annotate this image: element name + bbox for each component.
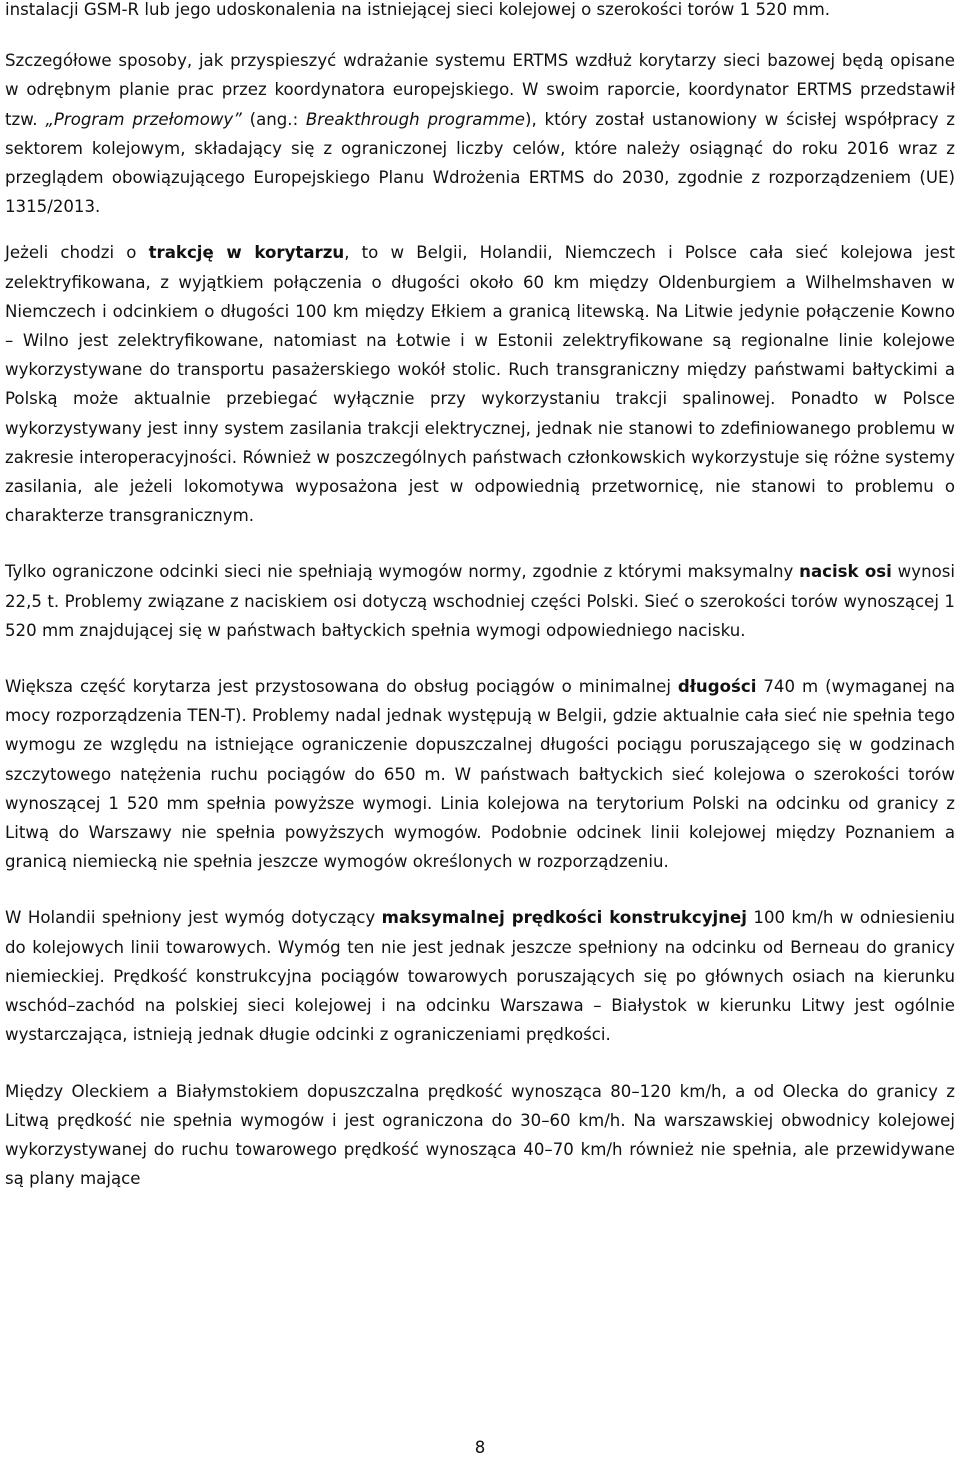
paragraph-p1 <box>5 0 955 24</box>
text-run: „Program przełomowy” <box>45 109 242 129</box>
text-run: długości <box>677 677 757 697</box>
text-run: Między Oleckiem a Białymstokiem dopuszczalna prędkość wynosząca 80–120 km/h, a od Olecka do granicy z Litwą prędkość nie spełnia wymogów i jest ograniczona do 30–60 km/h. Na warszawskiej obwodnicy kolejowej wykorzystywanej do ruchu towarowego prędkość wynosząca 40–70 km/h również nie spełnia, ale przewidywane są plany mające <box>5 1081 955 1189</box>
text-run: (ang.: <box>241 109 306 129</box>
paragraph-p7 <box>5 1077 955 1194</box>
text-run: Jeżeli chodzi o <box>5 243 149 263</box>
paragraph-p6 <box>5 903 955 1049</box>
text-run: , to w Belgii, Holandii, Niemczech i Polsce cała sieć kolejowa jest zelektryfikowana, z wyjątkiem połączenia o długości około 60 km między Oldenburgiem a Wilhelmshaven w Niemczech i odcinkiem o długości 100 km między Ełkiem a granicą litewską. Na Litwie jedynie połączenie Kowno – Wilno jest zelektryfikowane, natomiast na Łotwie i w Estonii zelektryfikowane są regionalne linie kolejowe wykorzystywane do transportu pasażerskiego wokół stolic. Ruch transgraniczny między państwami bałtyckimi a Polską może aktualnie przebiegać wyłącznie przy wykorzystaniu trakcji spalinowej. Ponadto w Polsce wykorzystywany jest inny system zasilania trakcji elektrycznej, jednak nie stanowi to zdefiniowanego problemu w zakresie interoperacyjności. Również w poszczególnych państwach członkowskich wykorzystuje się różne systemy zasilania, ale jeżeli lokomotywa wyposażona jest w odpowiednią przetwornicę, nie stanowi to problemu o charakterze transgranicznym. <box>5 243 955 526</box>
body-text <box>5 0 955 1193</box>
text-run: wynosi 22,5 t. Problemy związane z naciskiem osi dotyczą wschodniej części Polski. Sieć o szerokości torów wynoszącej 1 520 mm znajdującej się w państwach bałtyckich spełnia wymogi odpowiedniego nacisku. <box>5 562 955 640</box>
text-run: W Holandii spełniony jest wymóg dotyczący <box>5 908 382 928</box>
text-run: instalacji GSM-R lub jego udoskonalenia na istniejącej sieci kolejowej o szerokości torów 1 520 mm. <box>5 0 831 19</box>
page-number: 8 <box>474 1438 486 1457</box>
text-run: maksymalnej prędkości konstrukcyjnej <box>381 908 747 928</box>
text-run: Tylko ograniczone odcinki sieci nie spełniają wymogów normy, zgodnie z którymi maksymalny <box>5 562 800 582</box>
text-run: Breakthrough programme <box>305 109 526 129</box>
text-run: ), który został ustanowiony w ścisłej współpracy z sektorem kolejowym, składający się z ograniczonej liczby celów, które należy osiągnąć do roku 2016 wraz z przeglądem obowiązującego Europejskiego Planu Wdrożenia ERTMS do 2030, zgodnie z rozporządzeniem (UE) 1315/2013. <box>5 109 955 217</box>
paragraph-p3 <box>5 238 955 530</box>
text-run: 100 km/h w odniesieniu do kolejowych linii towarowych. Wymóg ten nie jest jednak jeszcze spełniony na odcinku od Berneau do granicy niemieckiej. Prędkość konstrukcyjna pociągów towarowych poruszających się po głównych osiach na kierunku wschód–zachód na polskiej sieci kolejowej i na odcinku Warszawa – Białystok w kierunku Litwy jest ogólnie wystarczająca, istnieją jednak długie odcinki z ograniczeniami prędkości. <box>5 908 956 1045</box>
text-run: Szczegółowe sposoby, jak przyspieszyć wdrażanie systemu ERTMS wzdłuż korytarzy sieci bazowej będą opisane w odrębnym planie prac przez koordynatora europejskiego. W swoim raporcie, koordynator ERTMS przedstawił tzw. <box>5 51 955 129</box>
paragraph-p4 <box>5 557 955 645</box>
text-run: trakcję w korytarzu <box>148 243 345 263</box>
text-run: 740 m (wymaganej na mocy rozporządzenia TEN-T). Problemy nadal jednak występują w Belgii, gdzie aktualnie cała sieć nie spełnia tego wymogu ze względu na istniejące ograniczenie dopuszczalnej długości pociągu poruszającego się w godzinach szczytowego natężenia ruchu pociągów do 650 m. W państwach bałtyckich sieć kolejowa o szerokości torów wynoszącej 1 520 mm spełnia powyższe wymogi. Linia kolejowa na terytorium Polski na odcinku od granicy z Litwą do Warszawy nie spełnia powyższych wymogów. Podobnie odcinek linii kolejowej między Poznaniem a granicą niemiecką nie spełnia jeszcze wymogów określonych w rozporządzeniu. <box>5 677 955 872</box>
text-run: Większa część korytarza jest przystosowana do obsług pociągów o minimalnej <box>5 677 678 697</box>
paragraph-p2 <box>5 46 955 221</box>
paragraph-p5 <box>5 672 955 876</box>
text-run: nacisk osi <box>799 562 892 582</box>
